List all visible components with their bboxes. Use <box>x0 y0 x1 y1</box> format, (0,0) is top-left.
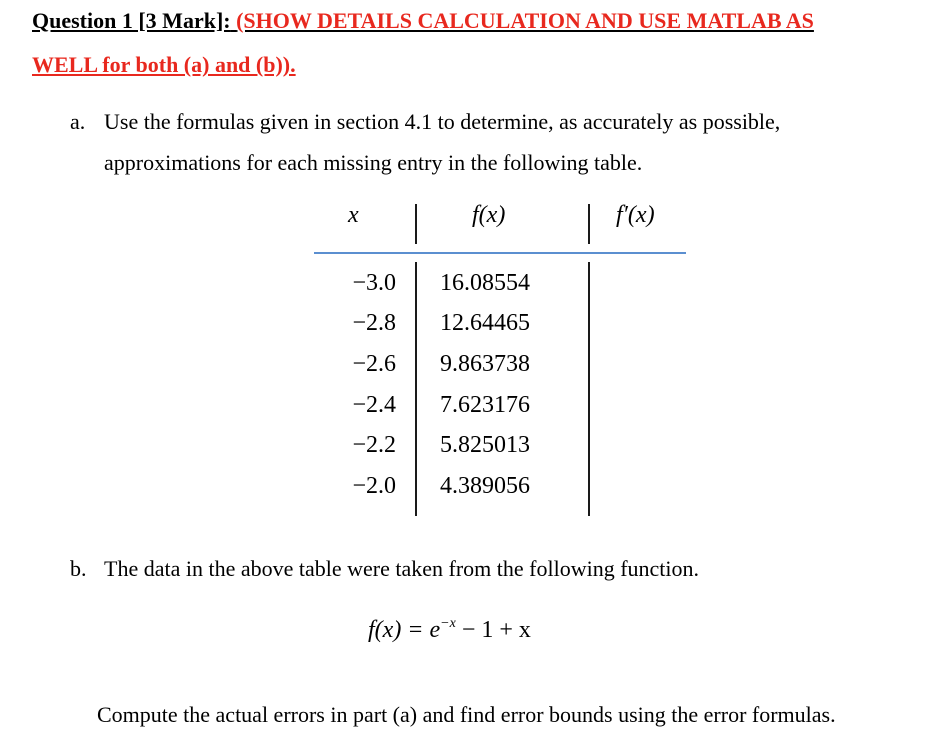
table-divider-1-body <box>415 262 417 516</box>
table-cell-fx: 5.825013 <box>440 432 530 458</box>
table-cell-x: −2.6 <box>352 351 396 377</box>
table-cell-x: −2.4 <box>352 392 396 418</box>
instruction-text-line1: (SHOW DETAILS CALCULATION AND USE MATLAB AS <box>236 8 814 33</box>
table-divider-2-body <box>588 262 590 516</box>
data-table <box>300 196 700 526</box>
part-b-label: b. <box>70 556 87 581</box>
table-cell-x: −3.0 <box>352 270 396 296</box>
table-cell-fx: 16.08554 <box>440 270 530 296</box>
table-header-dfx: f′(x) <box>616 202 655 228</box>
formula-lhs: f(x) = e <box>368 617 441 643</box>
part-a-label: a. <box>70 109 86 134</box>
table-header-fx: f(x) <box>472 202 506 228</box>
table-header-x: x <box>348 202 359 228</box>
part-a-text-line2: approximations for each missing entry in the following table. <box>104 150 643 175</box>
table-cell-x: −2.2 <box>352 432 396 458</box>
table-cell-fx: 7.623176 <box>440 392 530 418</box>
part-b-text-line2: Compute the actual errors in part (a) and find error bounds using the error formulas. <box>97 702 836 727</box>
formula-rhs: − 1 + x <box>455 617 531 643</box>
table-cell-x: −2.0 <box>352 473 396 499</box>
question-heading-line1 <box>32 8 814 34</box>
question-title: Question 1 [3 Mark]: <box>32 8 231 33</box>
table-cell-x: −2.8 <box>352 310 396 336</box>
table-header-rule <box>314 252 686 254</box>
formula-exponent: −x <box>440 616 456 631</box>
table-cell-fx: 12.64465 <box>440 310 530 336</box>
part-a-text-line1: Use the formulas given in section 4.1 to determine, as accurately as possible, <box>104 109 781 134</box>
table-divider-2 <box>588 204 590 244</box>
table-cell-fx: 4.389056 <box>440 473 530 499</box>
function-formula <box>368 616 531 644</box>
table-cell-fx: 9.863738 <box>440 351 530 377</box>
part-b-text-line1: The data in the above table were taken from the following function. <box>104 556 700 581</box>
table-divider-1 <box>415 204 417 244</box>
instruction-text-line2: WELL for both (a) and (b)). <box>32 52 296 77</box>
